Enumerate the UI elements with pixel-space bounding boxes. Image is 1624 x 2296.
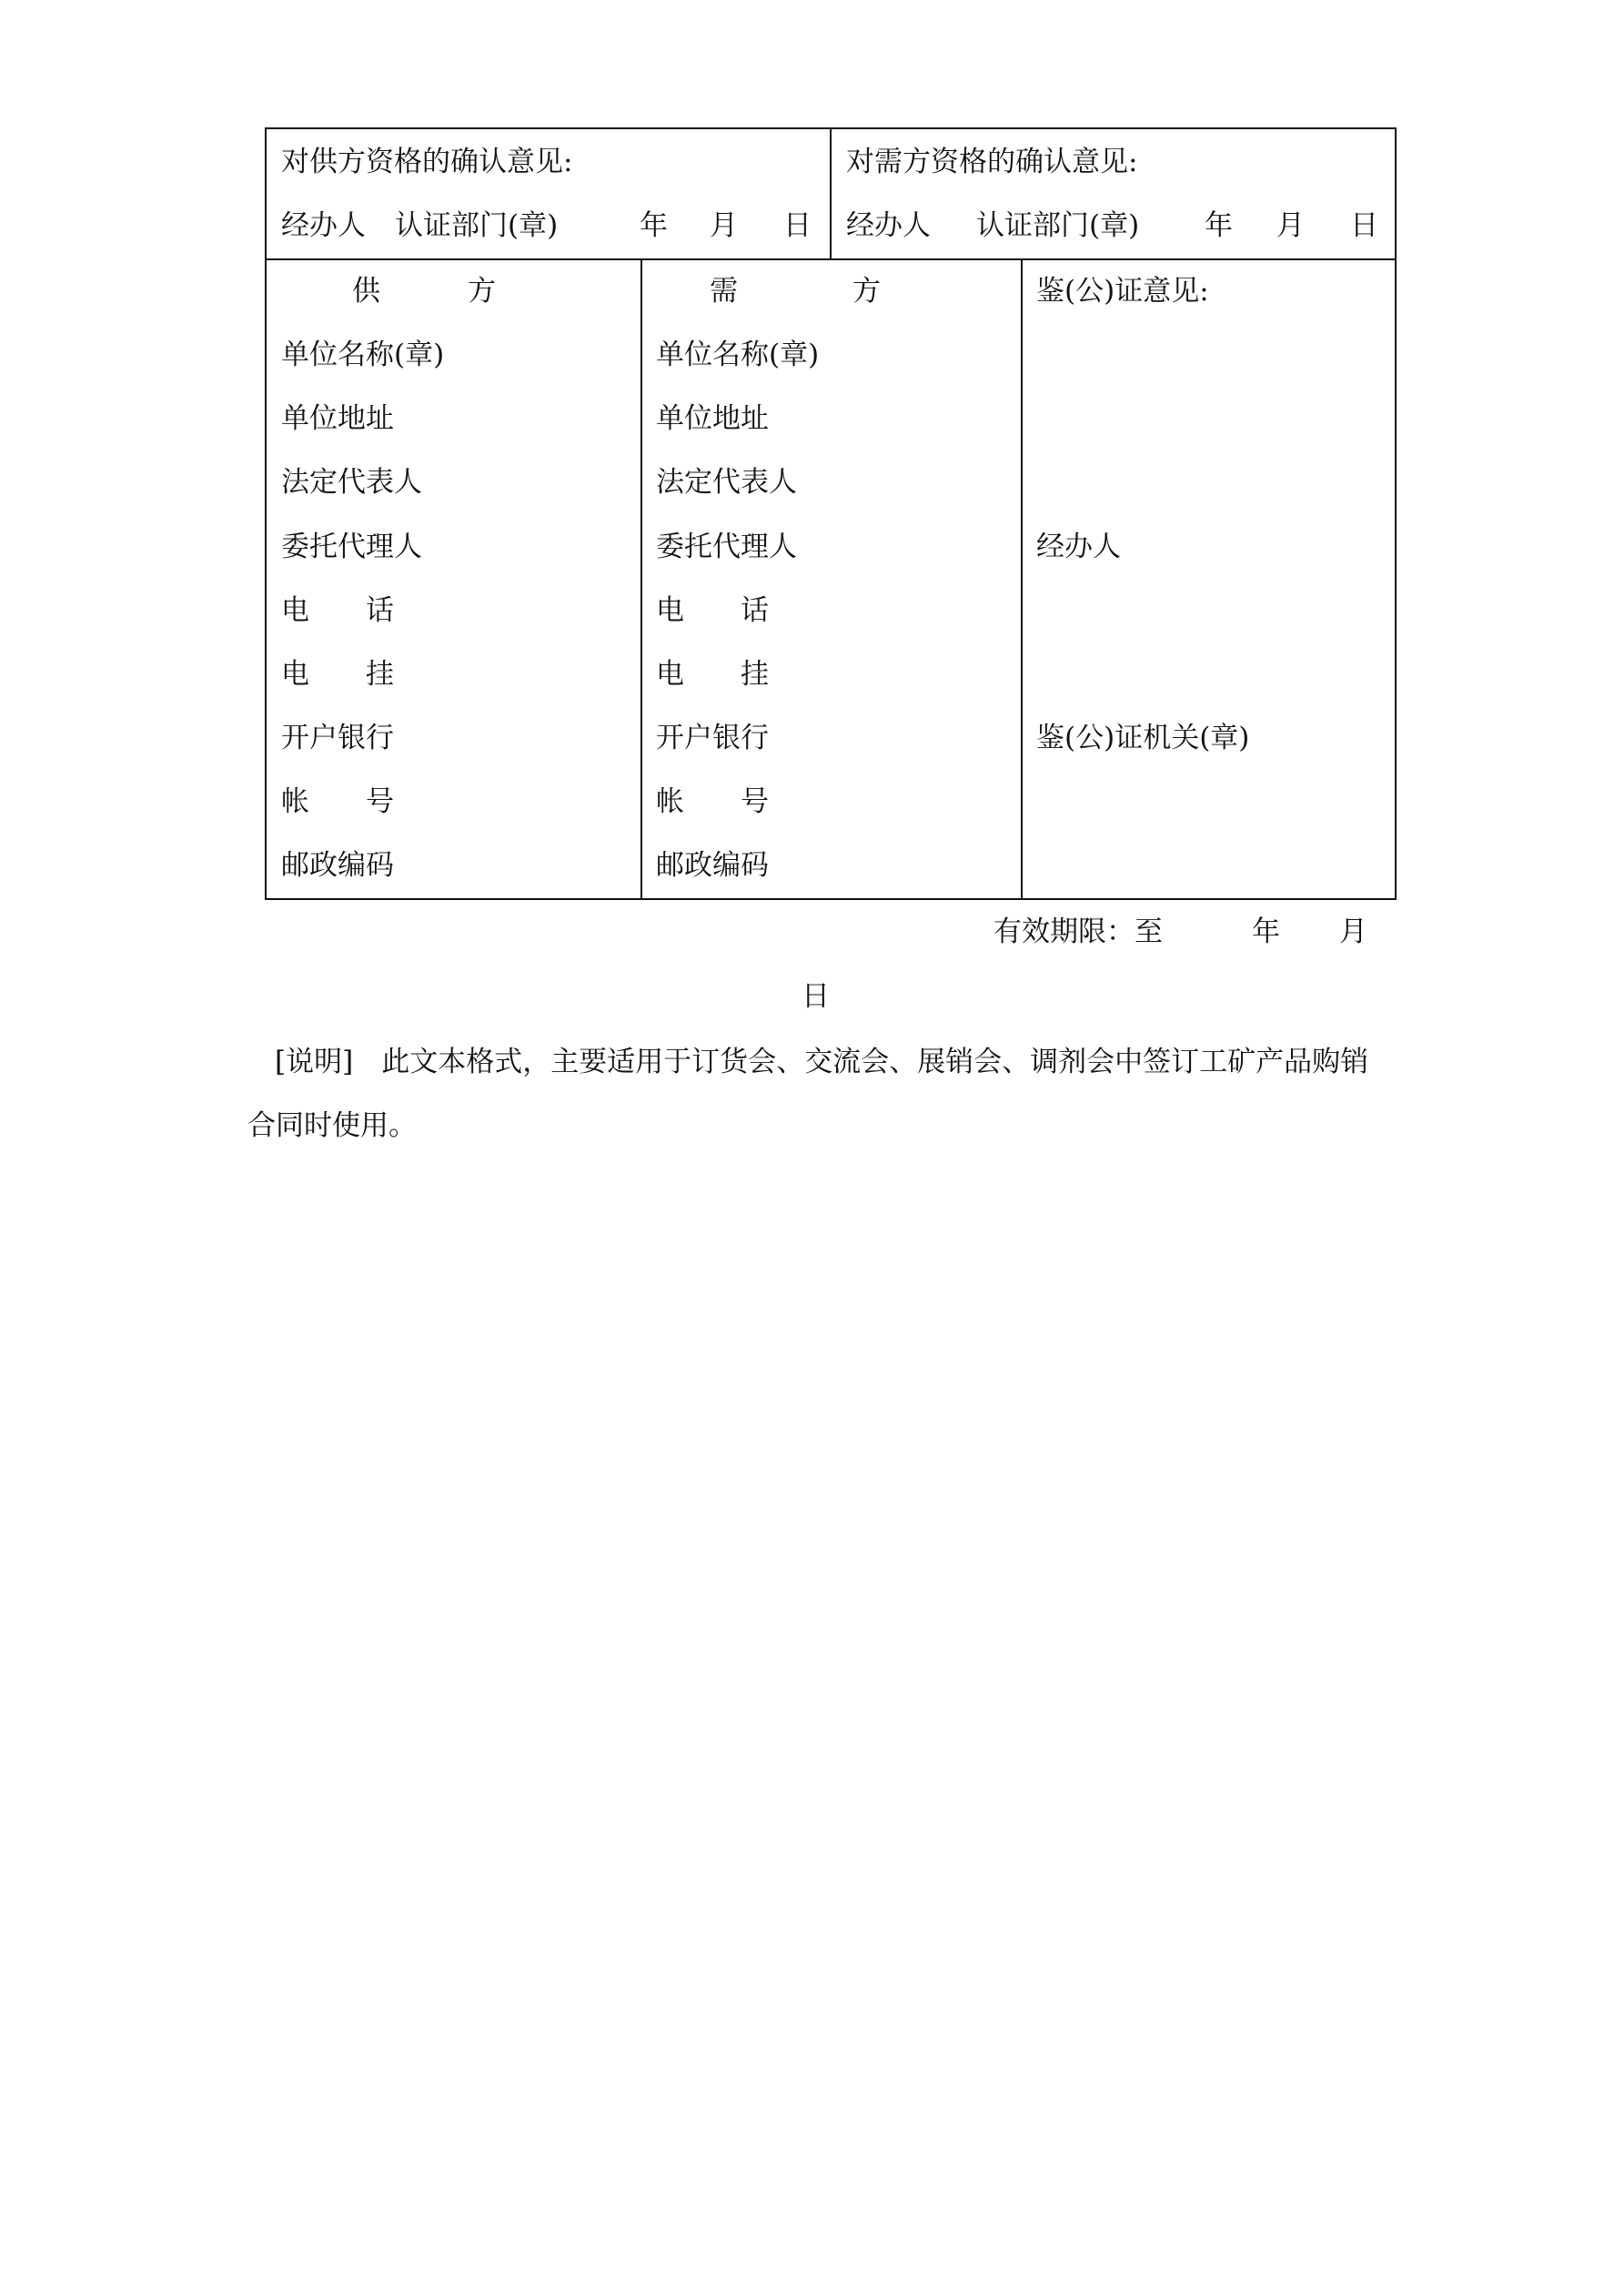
supplier-confirm-day: 日 (783, 209, 812, 242)
notary-handler: 经办人 (1036, 531, 1121, 563)
supplier-confirm-month: 月 (710, 209, 738, 242)
buyer-confirm-handler: 经办人 (846, 209, 931, 242)
supplier-field-telegraph: 电 挂 (281, 658, 394, 691)
notary-title: 鉴(公)证意见: (1036, 275, 1209, 308)
supplier-heading-b: 方 (468, 275, 496, 308)
parties-divider-1 (641, 258, 642, 900)
notary-authority: 鉴(公)证机关(章) (1036, 722, 1250, 754)
buyer-field-account: 帐 号 (656, 785, 769, 818)
validity-month: 月 (1339, 915, 1367, 948)
supplier-heading-a: 供 (352, 275, 380, 308)
supplier-confirm-title: 对供方资格的确认意见: (281, 146, 573, 178)
validity-year: 年 (1252, 915, 1280, 948)
buyer-field-agent: 委托代理人 (656, 531, 797, 563)
buyer-field-address: 单位地址 (656, 402, 769, 435)
supplier-field-bank: 开户银行 (281, 722, 394, 754)
buyer-field-unit-name: 单位名称(章) (656, 339, 820, 371)
validity-label: 有效期限：至 (994, 915, 1163, 948)
confirmation-divider (830, 127, 832, 260)
buyer-field-legal-rep: 法定代表人 (656, 466, 797, 499)
buyer-field-bank: 开户银行 (656, 722, 769, 754)
supplier-field-phone: 电 话 (281, 594, 394, 627)
buyer-confirm-title: 对需方资格的确认意见: (846, 146, 1138, 178)
supplier-field-legal-rep: 法定代表人 (281, 466, 422, 499)
buyer-confirm-day: 日 (1350, 209, 1378, 242)
buyer-heading-a: 需 (710, 275, 738, 308)
buyer-confirm-year: 年 (1205, 209, 1233, 242)
supplier-field-agent: 委托代理人 (281, 531, 422, 563)
buyer-heading-b: 方 (852, 275, 881, 308)
buyer-field-phone: 电 话 (656, 594, 769, 627)
supplier-field-address: 单位地址 (281, 402, 394, 435)
parties-divider-2 (1021, 258, 1023, 900)
supplier-field-account: 帐 号 (281, 785, 394, 818)
supplier-confirm-year: 年 (640, 209, 668, 242)
buyer-field-telegraph: 电 挂 (656, 658, 769, 691)
supplier-field-unit-name: 单位名称(章) (281, 339, 445, 371)
validity-day: 日 (802, 980, 830, 1013)
buyer-field-postcode: 邮政编码 (656, 849, 769, 882)
note-line-2: 合同时使用。 (247, 1109, 417, 1142)
buyer-confirm-dept: 认证部门(章) (976, 209, 1140, 242)
supplier-confirm-dept: 认证部门(章) (395, 209, 559, 242)
supplier-confirm-handler: 经办人 (281, 209, 366, 242)
supplier-field-postcode: 邮政编码 (281, 849, 394, 882)
buyer-confirm-month: 月 (1276, 209, 1305, 242)
note-line-1: [说明] 此文本格式，主要适用于订货会、交流会、展销会、调剂会中签订工矿产品购销 (275, 1046, 1369, 1078)
